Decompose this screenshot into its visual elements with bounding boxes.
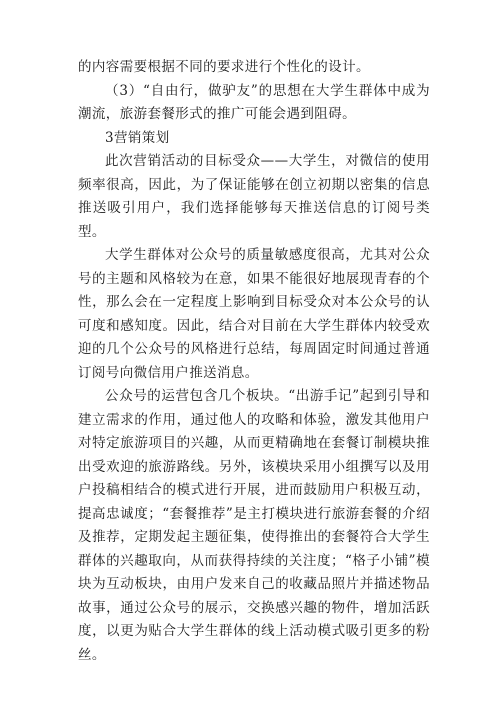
document-body	[78, 56, 430, 667]
section-heading: 3营销策划	[105, 129, 170, 146]
paragraph-point-3: （3）“自由行，做驴友”的思想在大学生群体中成为潮流，旅游套餐形式的推广可能会遇到阻碍。	[78, 82, 430, 122]
paragraph-target-audience: 此次营销活动的目标受众——大学生，对微信的使用频率很高，因此，为了保证能够在创立初期以密集的信息推送吸引用户，我们选择能够每天推送信息的订阅号类型。	[78, 153, 430, 240]
paragraph-sections: 公众号的运营包含几个板块。“出游手记”起到引导和建立需求的作用，通过他人的攻略和体验，激发其他用户对特定旅游项目的兴趣，从而更精确地在套餐订制模块推出受欢迎的旅游路线。另外，该模块采用小组撰写以及用户投稿相结合的模式进行开展，进而鼓励用户积极互动，提高忠诚度；“套餐推荐”是主打模块进行旅游套餐的介绍及推荐，定期发起主题征集，使得推出的套餐符合大学生群体的兴趣取向，从而获得持续的关注度；“格子小铺”模块为互动板块，由用户发来自己的收藏品照片并描述物品故事，通过公众号的展示，交换感兴趣的物件，增加活跃度，以更为贴合大学生群体的线上活动模式吸引更多的粉丝。	[78, 388, 430, 663]
paragraph-style: 大学生群体对公众号的质量敏感度很高，尤其对公众号的主题和风格较为在意，如果不能很好地展现青春的个性，那么会在一定程度上影响到目标受众对本公众号的认可度和感知度。因此，结合对目前在大学生群体内较受欢迎的几个公众号的风格进行总结，每周固定时间通过普通订阅号向微信用户推送消息。	[78, 247, 430, 381]
paragraph-continuation: 的内容需要根据不同的要求进行个性化的设计。	[78, 59, 370, 75]
